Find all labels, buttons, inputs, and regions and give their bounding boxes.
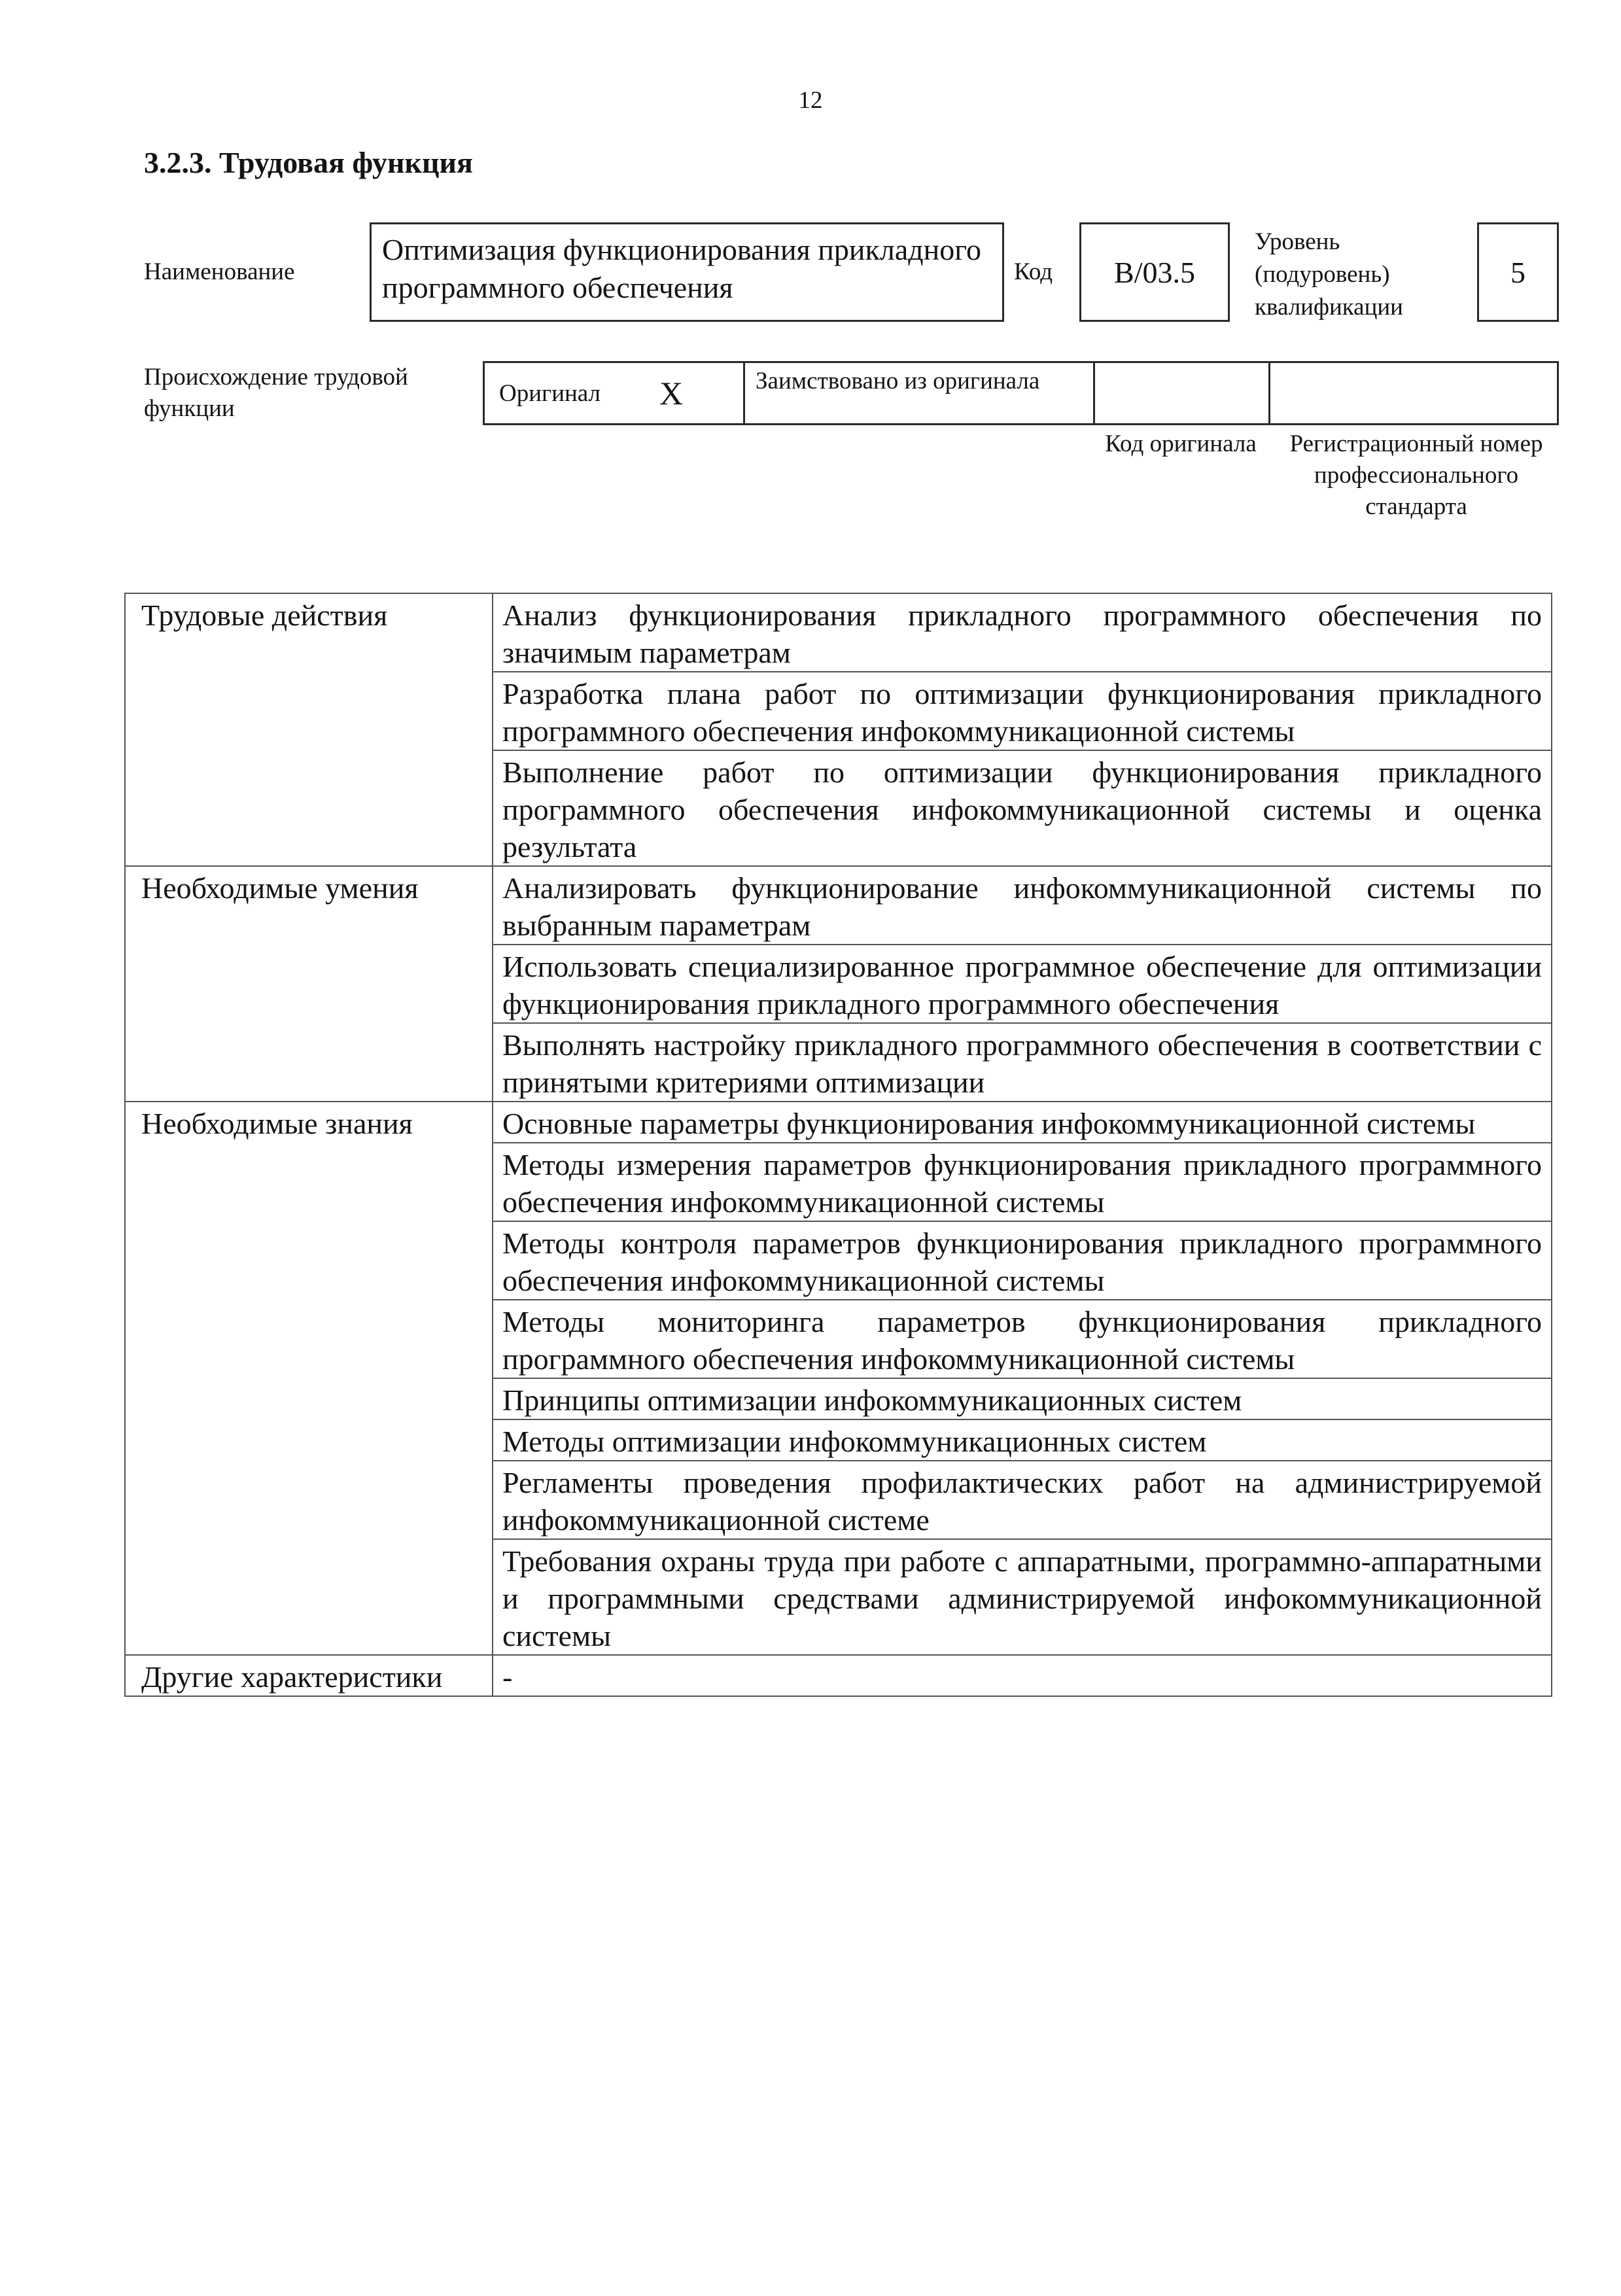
function-table bbox=[124, 593, 1552, 1697]
origin-original-label: Оригинал bbox=[499, 379, 601, 407]
item-cell: Выполнение работ по оптимизации функционирования прикладного программного обеспечения инфокоммуникационной системы и оценка результата bbox=[493, 750, 1552, 866]
item-cell: Основные параметры функционирования инфокоммуникационной системы bbox=[493, 1102, 1552, 1143]
item-cell: Принципы оптимизации инфокоммуникационных систем bbox=[493, 1378, 1552, 1419]
item-cell: Методы измерения параметров функционирования прикладного программного обеспечения инфокоммуникационной системы bbox=[493, 1143, 1552, 1221]
item-cell: Методы оптимизации инфокоммуникационных систем bbox=[493, 1419, 1552, 1461]
item-cell: Анализировать функционирование инфокоммуникационной системы по выбранным параметрам bbox=[493, 866, 1552, 945]
name-label: Наименование bbox=[144, 258, 295, 285]
origin-borrowed-cell: Заимствовано из оригинала bbox=[745, 363, 1095, 423]
item-cell: Разработка плана работ по оптимизации функционирования прикладного программного обеспечения инфокоммуникационной системы bbox=[493, 672, 1552, 750]
item-cell: - bbox=[493, 1655, 1552, 1696]
function-code-box: B/03.5 bbox=[1079, 222, 1230, 322]
qualification-level-box: 5 bbox=[1477, 222, 1559, 322]
item-cell: Анализ функционирования прикладного программного обеспечения по значимым параметрам bbox=[493, 593, 1552, 672]
origin-original-cell bbox=[485, 363, 745, 423]
item-cell: Требования охраны труда при работе с аппаратными, программно-аппаратными и программными средствами администрируемой инфокоммуникационной системы bbox=[493, 1539, 1552, 1655]
section-title: 3.2.3. Трудовая функция bbox=[144, 146, 473, 179]
code-label: Код bbox=[1014, 258, 1053, 285]
category-cell: Необходимые знания bbox=[125, 1102, 493, 1655]
item-cell: Выполнять настройку прикладного программного обеспечения в соответствии с принятыми критериями оптимизации bbox=[493, 1023, 1552, 1102]
origin-reg-caption: Регистрационный номер профессионального стандарта bbox=[1289, 430, 1543, 520]
origin-row bbox=[483, 361, 1559, 425]
item-cell: Методы контроля параметров функционирования прикладного программного обеспечения инфокоммуникационной системы bbox=[493, 1221, 1552, 1300]
origin-label: Происхождение трудовой функции bbox=[144, 364, 408, 422]
category-cell: Другие характеристики bbox=[125, 1655, 493, 1696]
category-cell: Необходимые умения bbox=[125, 866, 493, 1102]
table-row bbox=[125, 1655, 1552, 1696]
function-name-box: Оптимизация функционирования прикладного программного обеспечения bbox=[370, 222, 1004, 322]
table-row bbox=[125, 593, 1552, 672]
origin-original-mark: X bbox=[659, 375, 684, 411]
item-cell: Методы мониторинга параметров функционирования прикладного программного обеспечения инфокоммуникационной системы bbox=[493, 1300, 1552, 1378]
item-cell: Использовать специализированное программное обеспечение для оптимизации функционирования прикладного программного обеспечения bbox=[493, 945, 1552, 1023]
category-cell: Трудовые действия bbox=[125, 593, 493, 866]
page-number: 12 bbox=[798, 87, 823, 114]
origin-code-caption: Код оригинала bbox=[1105, 430, 1257, 457]
table-row bbox=[125, 866, 1552, 945]
table-row bbox=[125, 1102, 1552, 1143]
qualification-level-label: Уровень (подуровень) квалификации bbox=[1255, 228, 1403, 321]
item-cell: Регламенты проведения профилактических работ на администрируемой инфокоммуникационной системе bbox=[493, 1461, 1552, 1539]
origin-reg-number-cell bbox=[1270, 363, 1557, 423]
origin-code-cell bbox=[1095, 363, 1270, 423]
